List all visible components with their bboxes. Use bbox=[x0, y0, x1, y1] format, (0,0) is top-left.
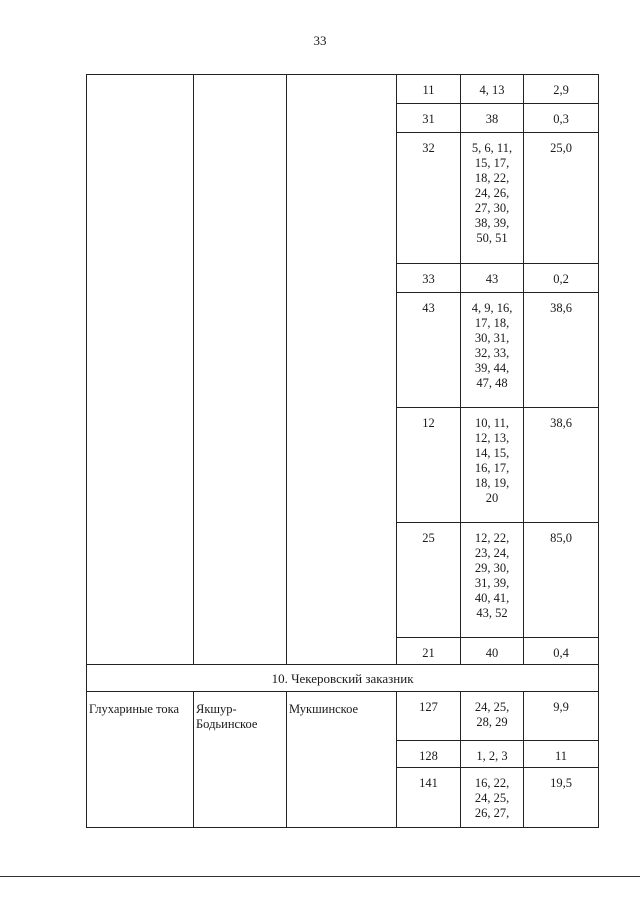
quarter-cell: 33 bbox=[397, 264, 461, 293]
area-cell: 25,0 bbox=[524, 133, 599, 264]
page-number: 33 bbox=[313, 33, 327, 48]
reserve-table bbox=[86, 664, 599, 828]
divisions-cell: 24, 25, 28, 29 bbox=[461, 692, 524, 741]
quarter-cell: 128 bbox=[397, 741, 461, 768]
section-header-row bbox=[87, 665, 599, 692]
forestry-cell-empty bbox=[194, 75, 287, 665]
area-cell: 38,6 bbox=[524, 293, 599, 408]
quarter-cell: 11 bbox=[397, 75, 461, 104]
area-cell: 0,3 bbox=[524, 104, 599, 133]
divisions-cell: 1, 2, 3 bbox=[461, 741, 524, 768]
name-cell-empty bbox=[87, 75, 194, 665]
area-cell: 11 bbox=[524, 741, 599, 768]
table-row bbox=[87, 692, 599, 741]
divisions-cell: 4, 9, 16, 17, 18, 30, 31, 32, 33, 39, 44, 47, 48 bbox=[461, 293, 524, 408]
district-forestry-cell: Мукшинское bbox=[287, 692, 397, 828]
area-cell: 85,0 bbox=[524, 523, 599, 638]
continuation-table bbox=[86, 74, 599, 665]
quarter-cell: 21 bbox=[397, 638, 461, 665]
quarter-cell: 12 bbox=[397, 408, 461, 523]
divisions-cell: 16, 22, 24, 25, 26, 27, bbox=[461, 768, 524, 828]
quarter-cell: 127 bbox=[397, 692, 461, 741]
quarter-cell: 25 bbox=[397, 523, 461, 638]
area-cell: 2,9 bbox=[524, 75, 599, 104]
forestry-cell: Якшур-Бодьинское bbox=[194, 692, 287, 828]
area-cell: 0,4 bbox=[524, 638, 599, 665]
section-title: 10. Чекеровский заказник bbox=[87, 665, 599, 692]
area-cell: 9,9 bbox=[524, 692, 599, 741]
quarter-cell: 31 bbox=[397, 104, 461, 133]
divisions-cell: 5, 6, 11, 15, 17, 18, 22, 24, 26, 27, 30, 38, 39, 50, 51 bbox=[461, 133, 524, 264]
quarter-cell: 32 bbox=[397, 133, 461, 264]
divisions-cell: 38 bbox=[461, 104, 524, 133]
bottom-rule bbox=[0, 876, 640, 877]
quarter-cell: 141 bbox=[397, 768, 461, 828]
divisions-cell: 4, 13 bbox=[461, 75, 524, 104]
divisions-cell: 12, 22, 23, 24, 29, 30, 31, 39, 40, 41, 43, 52 bbox=[461, 523, 524, 638]
quarter-cell: 43 bbox=[397, 293, 461, 408]
table-row bbox=[87, 75, 599, 104]
divisions-cell: 40 bbox=[461, 638, 524, 665]
divisions-cell: 43 bbox=[461, 264, 524, 293]
area-cell: 19,5 bbox=[524, 768, 599, 828]
area-cell: 38,6 bbox=[524, 408, 599, 523]
area-cell: 0,2 bbox=[524, 264, 599, 293]
district-forestry-cell-empty bbox=[287, 75, 397, 665]
divisions-cell: 10, 11, 12, 13, 14, 15, 16, 17, 18, 19, 20 bbox=[461, 408, 524, 523]
site-name-cell: Глухариные тока bbox=[87, 692, 194, 828]
